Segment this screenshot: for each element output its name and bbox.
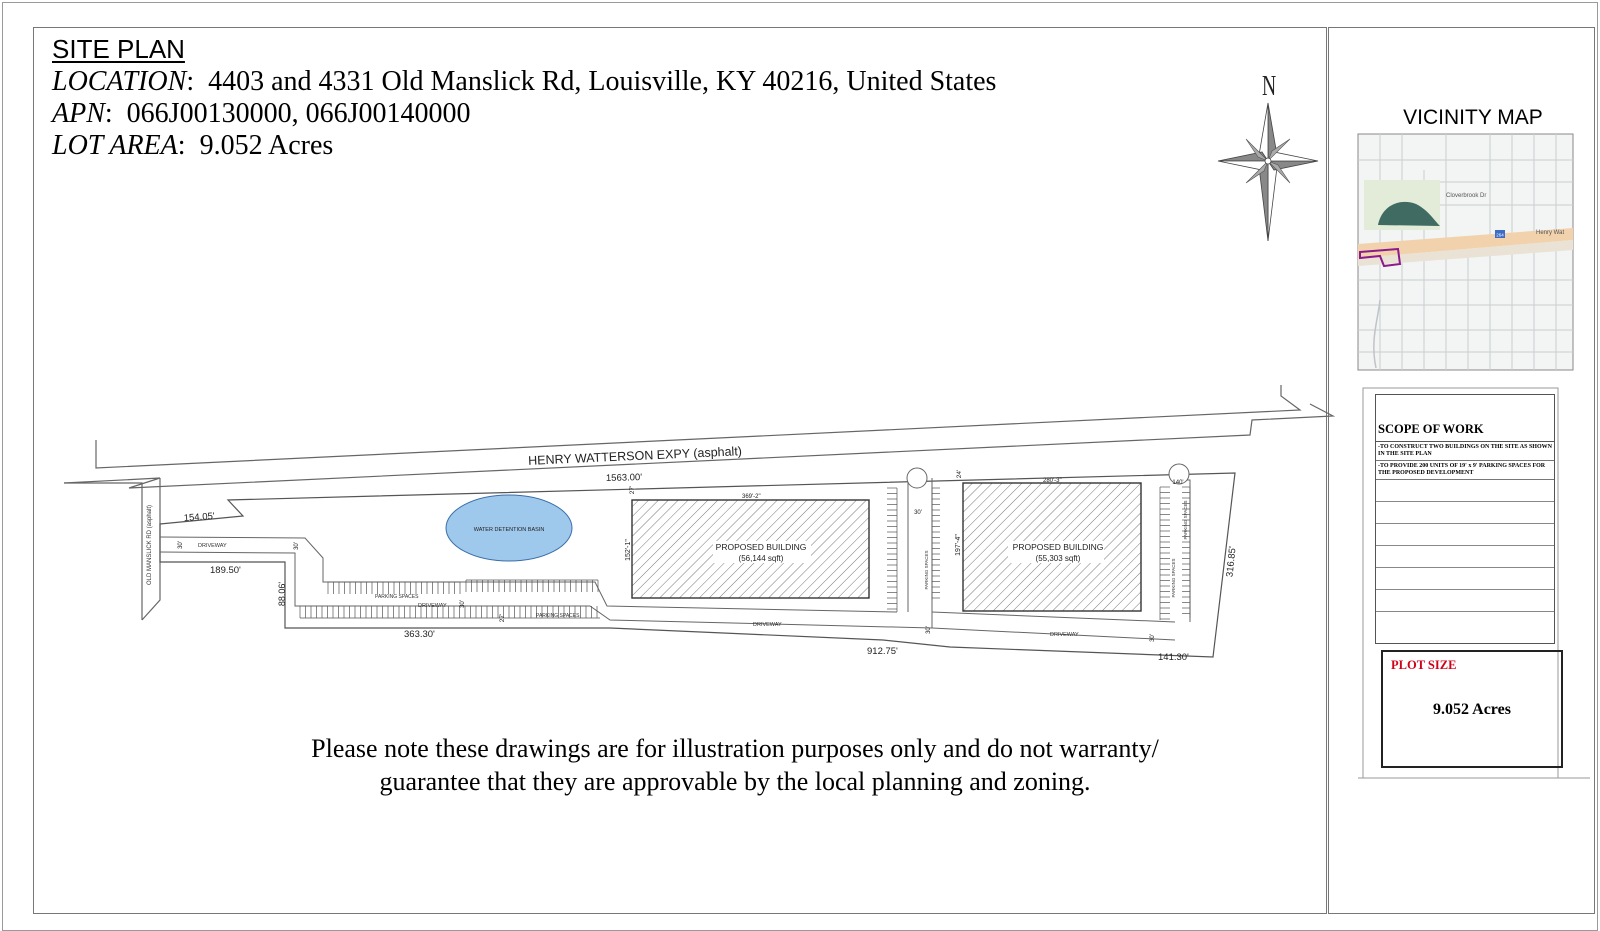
scope-blank-row	[1376, 546, 1554, 568]
dim-b1-height: 152'-1"	[625, 539, 632, 561]
dim-30-b: 30'	[294, 542, 300, 550]
dim-27: 27'	[629, 485, 636, 495]
scope-blank-row	[1376, 524, 1554, 546]
dim-b2-height: 197'-4"	[955, 534, 962, 556]
dim-left-vert: 88.06'	[277, 581, 287, 607]
parking-label-4: PARKING SPACES	[1171, 558, 1176, 598]
parking-label-5: PARKING SPACES	[1183, 500, 1188, 540]
dim-right-vert: 316.85'	[1224, 545, 1239, 578]
plot-size-value: 9.052 Acres	[1433, 701, 1511, 718]
dim-30-a: 30'	[178, 541, 184, 549]
scope-blank-row	[1376, 568, 1554, 590]
dim-left-mid: 189.50'	[210, 565, 241, 576]
scope-title: SCOPE OF WORK	[1376, 395, 1554, 442]
scope-item-1: -TO CONSTRUCT TWO BUILDINGS ON THE SITE AS SHOWN IN THE SITE PLAN	[1376, 442, 1554, 461]
dim-b2-width: 280'-3"	[1043, 478, 1062, 484]
basin-label: WATER DETENTION BASIN	[473, 527, 545, 533]
dim-30-d: 30'	[914, 510, 922, 516]
disclaimer-line-1: Please note these drawings are for illustration purposes only and do not warranty/	[311, 734, 1159, 763]
apn-line: APN: 066J00130000, 066J00140000	[52, 98, 471, 129]
vicinity-map	[1358, 134, 1573, 370]
apn-value: 066J00130000, 066J00140000	[126, 98, 471, 129]
driveway-label-3: DRIVEWAY	[753, 622, 782, 628]
lot-area-value: 9.052 Acres	[199, 130, 334, 161]
driveway-label-4: DRIVEWAY	[1050, 632, 1079, 638]
scope-item-2: -TO PROVIDE 200 UNITS OF 19' x 9' PARKING SPACES FOR THE PROPOSED DEVELOPMENT	[1376, 461, 1554, 480]
vicinity-street-1: Cloverbrook Dr	[1446, 193, 1487, 199]
dim-27-b: 27'	[499, 613, 506, 623]
plot-size-label: PLOT SIZE	[1391, 658, 1457, 672]
dim-top-right: 140'	[1172, 480, 1184, 486]
scope-blank-row	[1376, 480, 1554, 502]
dim-left-top: 154.05'	[183, 510, 216, 524]
north-label: N	[1262, 70, 1277, 102]
dim-30-c: 30'	[460, 600, 466, 608]
north-arrow-icon	[1218, 103, 1318, 241]
parking-label-1: PARKING SPACES	[375, 594, 419, 600]
page-title: SITE PLAN	[52, 34, 185, 64]
driveway-label-1: DRIVEWAY	[198, 543, 227, 549]
building-1-area: (56,144 sqft)	[738, 554, 784, 563]
parking-label-2: PARKING SPACES	[536, 613, 580, 619]
disclaimer-line-2: guarantee that they are approvable by the local planning and zoning.	[379, 767, 1091, 796]
location-value: 4403 and 4331 Old Manslick Rd, Louisville, KY 40216, United States	[208, 66, 997, 97]
plot-size-box	[1381, 650, 1563, 768]
dim-bottom-left: 363.30'	[404, 629, 435, 640]
scope-of-work-box	[1375, 394, 1555, 644]
vicinity-map-title: VICINITY MAP	[1403, 106, 1543, 129]
dim-24: 24'	[956, 469, 963, 479]
scope-blank-row	[1376, 590, 1554, 612]
vicinity-street-2: Henry Wat	[1536, 230, 1565, 236]
building-2-area: (55,303 sqft)	[1035, 554, 1081, 563]
building-1-name: PROPOSED BUILDING	[715, 542, 807, 552]
driveway-label-2: DRIVEWAY	[418, 603, 447, 609]
dim-30-f: 30'	[1150, 634, 1156, 642]
old-manslick-rd	[64, 478, 160, 620]
vicinity-highway-badge: 264	[1496, 232, 1504, 238]
dim-bottom-mid: 912.75'	[867, 646, 898, 657]
highway-label: HENRY WATTERSON EXPY (asphalt)	[527, 444, 743, 468]
scope-blank-row	[1376, 502, 1554, 524]
building-2-name: PROPOSED BUILDING	[1012, 542, 1104, 552]
location-line: LOCATION: 4403 and 4331 Old Manslick Rd, Louisville, KY 40216, United States	[52, 66, 997, 97]
dim-30-e: 30'	[926, 626, 932, 634]
apn-label: APN	[52, 98, 105, 129]
dim-top-total: 1563.00'	[605, 472, 643, 484]
henry-watterson-expy	[64, 385, 1333, 488]
dim-b1-width: 369'-2"	[742, 494, 761, 500]
manslick-road-label: OLD MANSLICK RD (asphalt)	[147, 504, 153, 586]
dim-bottom-right: 141.30'	[1158, 652, 1189, 663]
location-label: LOCATION	[52, 66, 187, 97]
parking-label-3: PARKING SPACES	[924, 550, 929, 590]
turnaround-1	[907, 468, 927, 488]
disclaimer-note	[250, 732, 1220, 798]
lot-area-line: LOT AREA: 9.052 Acres	[52, 130, 334, 161]
lot-area-label: LOT AREA	[52, 130, 178, 161]
